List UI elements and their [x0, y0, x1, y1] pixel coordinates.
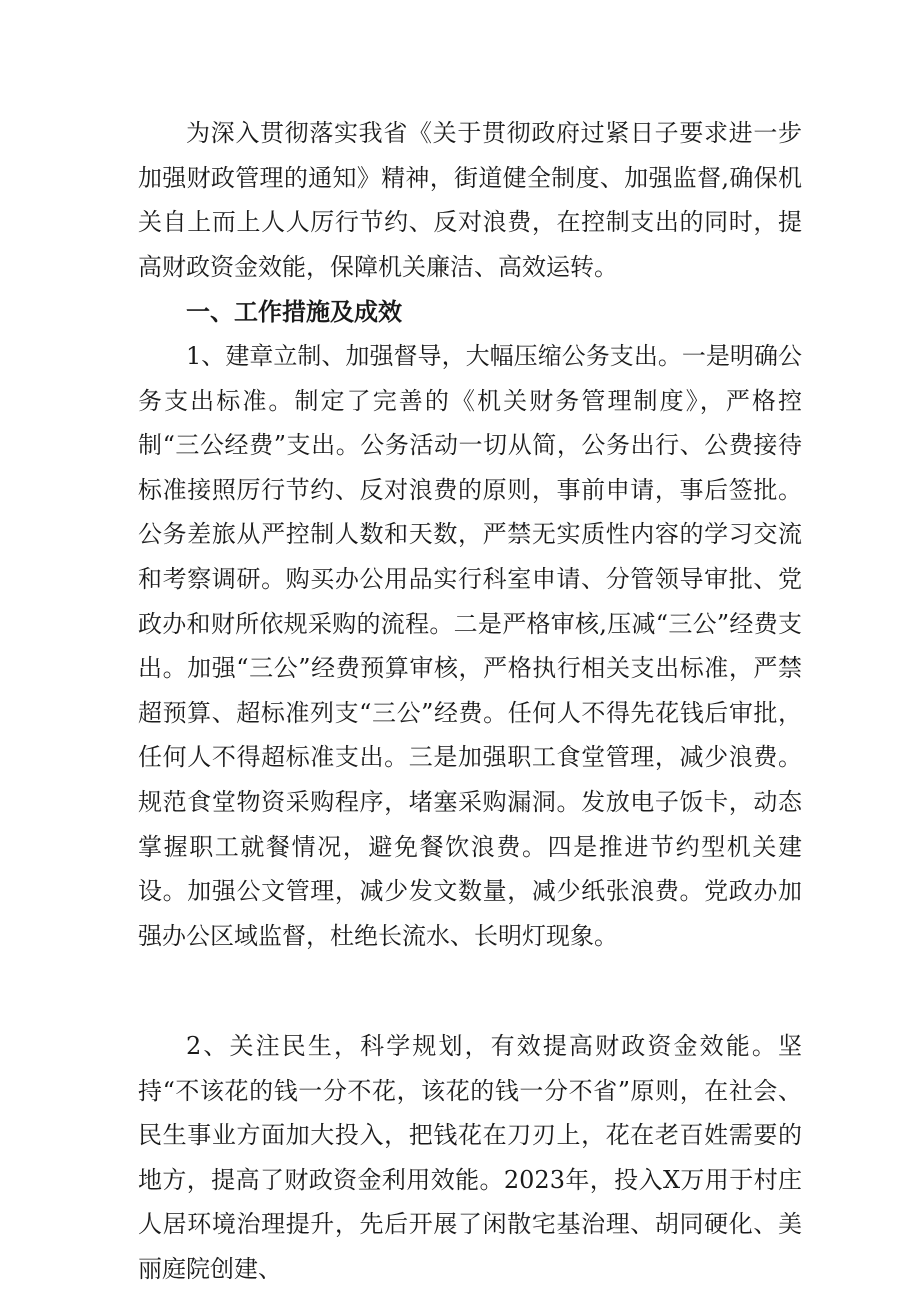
section-heading-block	[138, 290, 802, 335]
intro-paragraph-block	[138, 111, 802, 289]
item1-paragraph: 1、建章立制、加强督导，大幅压缩公务支出。一是明确公务支出标准。制定了完善的《机关财务管理制度》，严格控制“三公经费”支出。公务活动一切从简，公务出行、公费接待标准接照厉行节约、反对浪费的原则，事前申请，事后签批。公务差旅从严控制人数和天数，严禁无实质性内容的学习交流和考察调研。购买办公用品实行科室申请、分管领导审批、党政办和财所依规采购的流程。二是严格审核,压减“三公”经费支出。加强“三公”经费预算审核，严格执行相关支出标准，严禁超预算、超标准列支“三公”经费。任何人不得先花钱后审批，任何人不得超标准支出。三是加强职工食堂管理，减少浪费。规范食堂物资采购程序，堵塞采购漏洞。发放电子饭卡，动态掌握职工就餐情况，避免餐饮浪费。四是推进节约型机关建设。加强公文管理，减少发文数量，减少纸张浪费。党政办加强办公区域监督，杜绝长流水、长明灯现象。	[138, 342, 802, 950]
item1-paragraph-block	[138, 334, 802, 958]
item2-paragraph: 2、关注民生，科学规划，有效提高财政资金效能。坚持“不该花的钱一分不花，该花的钱一分不省”原则，在社会、民生事业方面加大投入，把钱花在刀刃上，花在老百姓需要的地方，提高了财政资金利用效能。2023年，投入X万用于村庄人居环境治理提升，先后开展了闲散宅基治理、胡同硬化、美丽庭院创建、	[138, 1032, 802, 1283]
intro-paragraph: 为深入贯彻落实我省《关于贯彻政府过紧日子要求进一步加强财政管理的通知》精神，街道健全制度、加强监督,确保机关自上而上人人厉行节约、反对浪费，在控制支出的同时，提高财政资金效能，保障机关廉洁、高效运转。	[138, 119, 802, 281]
item2-paragraph-block	[138, 1024, 802, 1292]
section-heading: 一、工作措施及成效	[186, 298, 402, 326]
